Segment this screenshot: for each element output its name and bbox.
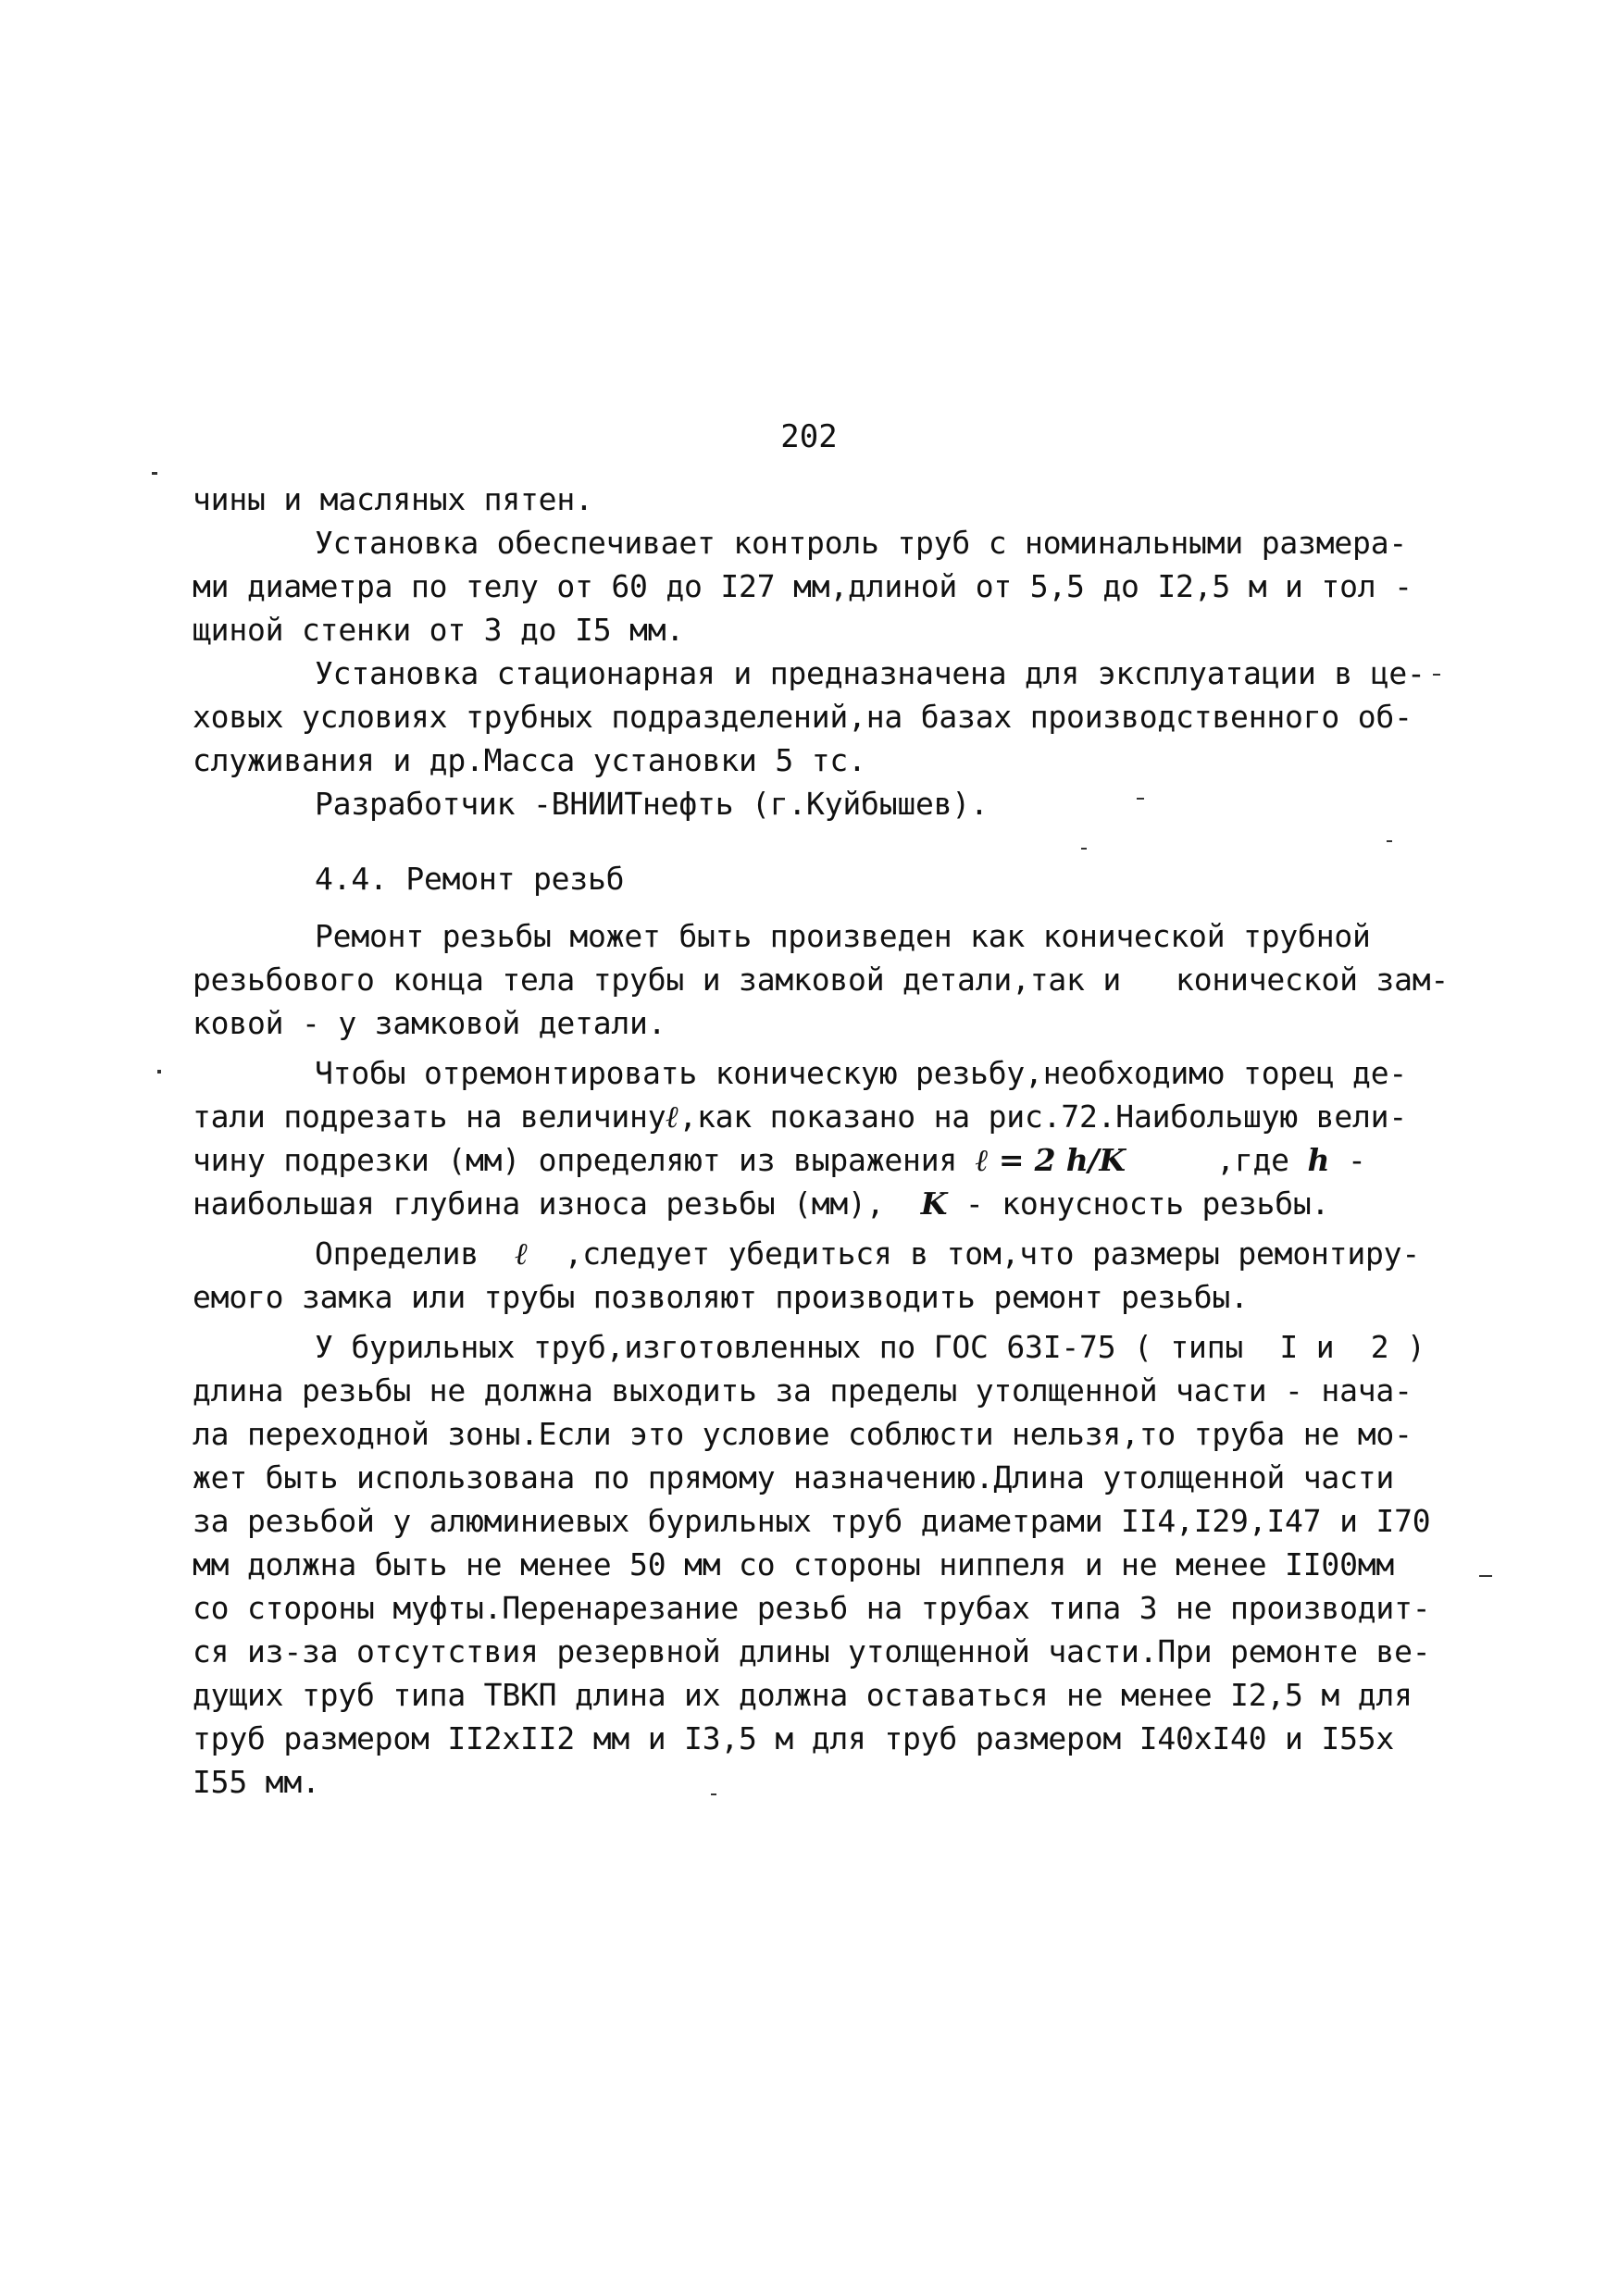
text-line	[193, 1142, 1366, 1179]
text-line: щиной стенки от 3 до I5 мм.	[193, 612, 685, 648]
text-line: резьбового конца тела трубы и замковой детали,так и конической зам-	[193, 962, 1450, 998]
text-fragment: тали подрезать на величину	[193, 1098, 666, 1135]
text-line: Ремонт резьбы может быть произведен как конической трубной	[315, 918, 1371, 954]
text-line: дущих труб типа ТВКП длина их должна оставаться не менее I2,5 м для	[193, 1677, 1413, 1713]
text-line	[315, 1235, 1420, 1272]
text-line: мм должна быть не менее 50 мм со стороны ниппеля и не менее II00мм	[193, 1546, 1395, 1582]
text-line: служивания и др.Масса установки 5 тс.	[193, 742, 866, 778]
text-line: У бурильных труб,изготовленных по ГОС 63I-75 ( типы I и 2 )	[315, 1329, 1425, 1365]
text-line	[193, 1185, 1329, 1222]
scan-speck	[1479, 1575, 1492, 1577]
text-line: Установка стационарная и предназначена для эксплуатации в це-	[315, 655, 1425, 691]
text-line	[193, 1098, 1407, 1136]
text-line: ся из-за отсутствия резервной длины утолщенной части.При ремонте ве-	[193, 1633, 1431, 1669]
text-fragment: Определив	[315, 1235, 479, 1272]
text-line: емого замка или трубы позволяют производить ремонт резьбы.	[193, 1279, 1249, 1315]
formula-h: h	[1307, 1142, 1330, 1178]
text-line: чины и масляных пятен.	[193, 481, 593, 517]
formula-l: ℓ	[666, 1098, 679, 1135]
text-line: со стороны муфты.Перенарезание резьб на трубах типа 3 не производит-	[193, 1590, 1431, 1626]
scan-speck	[1081, 848, 1087, 850]
text-line: ла переходной зоны.Если это условие соблюсти нельзя,то труба не мо-	[193, 1416, 1413, 1452]
text-fragment: наибольшая глубина износа резьбы (мм),	[193, 1185, 885, 1222]
text-line: длина резьбы не должна выходить за пределы утолщенной части - нача-	[193, 1372, 1413, 1409]
scan-speck	[157, 1070, 161, 1074]
text-line: труб размером II2xII2 мм и I3,5 м для труб размером I40xI40 и I55x	[193, 1720, 1395, 1756]
text-line: I55 мм.	[193, 1764, 320, 1800]
text-line: за резьбой у алюминиевых бурильных труб диаметрами II4,I29,I47 и I70	[193, 1503, 1431, 1539]
scan-speck	[711, 1793, 716, 1795]
section-heading: 4.4. Ремонт резьб	[315, 861, 625, 897]
text-line: ми диаметра по телу от 60 до I27 мм,длиной от 5,5 до I2,5 м и тол -	[193, 568, 1413, 604]
formula-l: ℓ	[515, 1235, 529, 1272]
text-fragment: ,как показано на рис.72.Наибольшую вели-	[678, 1098, 1407, 1135]
text-fragment: ,следует убедиться в том,что размеры ремонтиру-	[564, 1235, 1420, 1272]
scan-speck	[152, 472, 157, 475]
formula-k: K	[920, 1185, 948, 1222]
formula-expression: ℓ = 2 h/K	[975, 1142, 1126, 1178]
page-number: 202	[780, 418, 838, 455]
text-line: Разработчик -ВНИИТнефть (г.Куйбышев).	[315, 786, 989, 822]
text-line: жет быть использована по прямому назначению.Длина утолщенной части	[193, 1459, 1395, 1496]
text-line: Чтобы отремонтировать коническую резьбу,необходимо торец де-	[315, 1055, 1408, 1091]
text-fragment: чину подрезки (мм) определяют из выражения	[193, 1142, 958, 1178]
text-fragment: - конусность резьбы.	[965, 1185, 1330, 1222]
text-line: Установка обеспечивает контроль труб с номинальными размера-	[315, 525, 1408, 561]
scan-speck	[1387, 840, 1392, 842]
scan-speck	[1137, 798, 1144, 800]
text-fragment: -	[1347, 1142, 1366, 1178]
scan-speck	[1433, 674, 1440, 676]
text-line: ковой - у замковой детали.	[193, 1005, 666, 1041]
text-fragment: ,где	[1216, 1142, 1289, 1178]
text-line: ховых условиях трубных подразделений,на базах производственного об-	[193, 699, 1413, 735]
